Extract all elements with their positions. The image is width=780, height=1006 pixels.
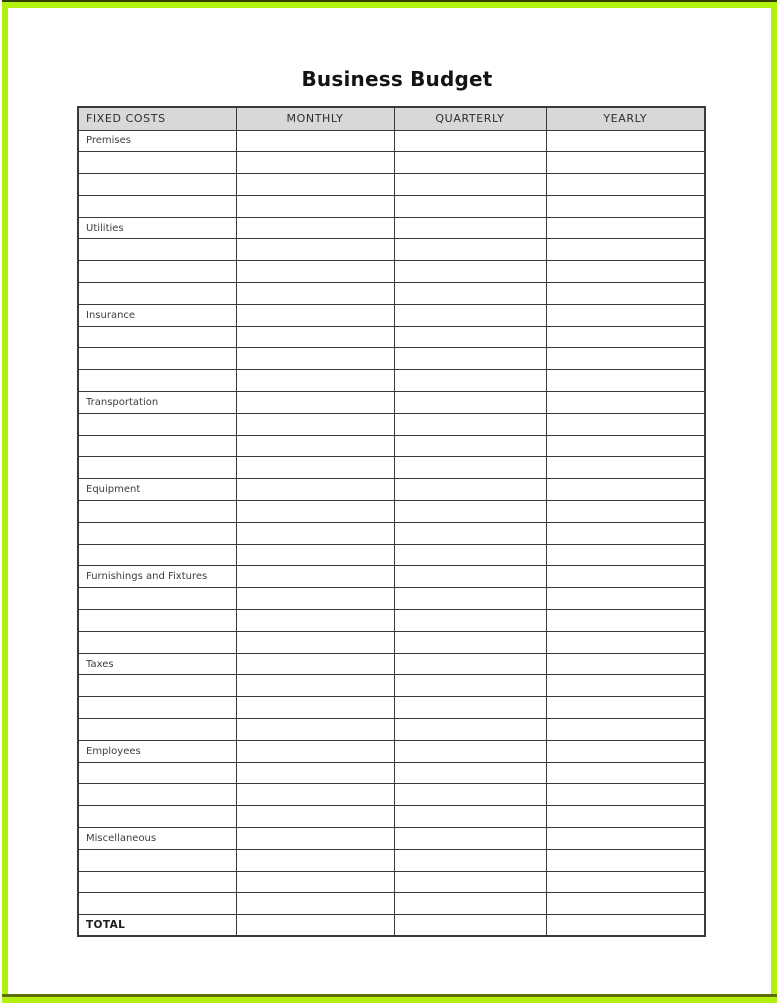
header-cell-quarterly: QUARTERLY xyxy=(394,107,546,130)
value-cell xyxy=(394,501,546,523)
value-cell xyxy=(394,413,546,435)
value-cell xyxy=(236,762,394,784)
value-cell xyxy=(236,610,394,632)
value-cell xyxy=(546,893,705,915)
value-cell xyxy=(394,392,546,414)
value-cell xyxy=(394,697,546,719)
value-cell xyxy=(546,348,705,370)
header-cell-fixed-costs: FIXED COSTS xyxy=(78,107,236,130)
value-cell xyxy=(546,828,705,850)
value-cell xyxy=(236,806,394,828)
empty-row xyxy=(78,283,705,305)
label-column-empty-cell xyxy=(78,435,236,457)
label-column-empty-cell xyxy=(78,544,236,566)
value-cell xyxy=(394,457,546,479)
header-cell-monthly: MONTHLY xyxy=(236,107,394,130)
label-column-empty-cell xyxy=(78,326,236,348)
label-column-empty-cell xyxy=(78,457,236,479)
value-cell xyxy=(394,566,546,588)
value-cell xyxy=(546,261,705,283)
empty-row xyxy=(78,588,705,610)
value-cell xyxy=(546,283,705,305)
label-column-empty-cell xyxy=(78,152,236,174)
category-row xyxy=(78,304,705,326)
value-cell xyxy=(236,174,394,196)
empty-row xyxy=(78,610,705,632)
value-cell xyxy=(546,457,705,479)
label-column-empty-cell xyxy=(78,348,236,370)
value-cell xyxy=(546,653,705,675)
empty-row xyxy=(78,195,705,217)
value-cell xyxy=(236,130,394,152)
label-column-empty-cell xyxy=(78,370,236,392)
value-cell xyxy=(394,239,546,261)
value-cell xyxy=(394,283,546,305)
label-column-empty-cell xyxy=(78,871,236,893)
empty-row xyxy=(78,849,705,871)
empty-row xyxy=(78,697,705,719)
value-cell xyxy=(394,348,546,370)
label-column-empty-cell xyxy=(78,588,236,610)
value-cell xyxy=(546,304,705,326)
value-cell xyxy=(546,566,705,588)
value-cell xyxy=(236,261,394,283)
value-cell xyxy=(546,675,705,697)
category-row xyxy=(78,828,705,850)
label-column-empty-cell xyxy=(78,762,236,784)
value-cell xyxy=(546,588,705,610)
value-cell xyxy=(394,588,546,610)
value-cell xyxy=(546,719,705,741)
value-cell xyxy=(546,740,705,762)
value-cell xyxy=(236,348,394,370)
value-cell xyxy=(394,610,546,632)
value-cell xyxy=(394,806,546,828)
value-cell xyxy=(394,174,546,196)
value-cell xyxy=(236,522,394,544)
value-cell xyxy=(394,304,546,326)
empty-row xyxy=(78,239,705,261)
label-column-empty-cell xyxy=(78,522,236,544)
value-cell xyxy=(546,806,705,828)
value-cell xyxy=(546,392,705,414)
value-cell xyxy=(236,653,394,675)
category-row xyxy=(78,566,705,588)
value-cell xyxy=(394,740,546,762)
value-cell xyxy=(546,784,705,806)
value-cell xyxy=(236,871,394,893)
value-cell xyxy=(546,174,705,196)
value-cell xyxy=(394,261,546,283)
category-label-cell: Insurance xyxy=(78,304,236,326)
label-column-empty-cell xyxy=(78,174,236,196)
category-label-cell: Employees xyxy=(78,740,236,762)
value-cell xyxy=(546,871,705,893)
label-column-empty-cell xyxy=(78,261,236,283)
empty-row xyxy=(78,675,705,697)
empty-row xyxy=(78,871,705,893)
label-column-empty-cell xyxy=(78,784,236,806)
value-cell xyxy=(236,501,394,523)
category-label-cell: Furnishings and Fixtures xyxy=(78,566,236,588)
value-cell xyxy=(546,849,705,871)
budget-table xyxy=(77,106,706,937)
value-cell xyxy=(236,457,394,479)
value-cell xyxy=(546,195,705,217)
value-cell xyxy=(394,653,546,675)
value-cell xyxy=(394,871,546,893)
value-cell xyxy=(546,762,705,784)
category-label-cell: Premises xyxy=(78,130,236,152)
value-cell xyxy=(546,435,705,457)
empty-row xyxy=(78,326,705,348)
value-cell xyxy=(394,784,546,806)
empty-row xyxy=(78,501,705,523)
value-cell xyxy=(236,544,394,566)
empty-row xyxy=(78,784,705,806)
category-label-cell: Utilities xyxy=(78,217,236,239)
value-cell xyxy=(394,849,546,871)
value-cell xyxy=(546,239,705,261)
label-column-empty-cell xyxy=(78,719,236,741)
value-cell xyxy=(236,435,394,457)
value-cell xyxy=(236,719,394,741)
value-cell xyxy=(394,217,546,239)
value-cell xyxy=(394,326,546,348)
value-cell xyxy=(236,304,394,326)
value-cell xyxy=(546,479,705,501)
value-cell xyxy=(546,697,705,719)
category-row xyxy=(78,217,705,239)
label-column-empty-cell xyxy=(78,697,236,719)
empty-row xyxy=(78,413,705,435)
value-cell xyxy=(236,915,394,937)
value-cell xyxy=(236,152,394,174)
value-cell xyxy=(236,631,394,653)
category-row xyxy=(78,130,705,152)
budget-table-body xyxy=(78,130,705,936)
empty-row xyxy=(78,762,705,784)
value-cell xyxy=(394,762,546,784)
value-cell xyxy=(236,697,394,719)
label-column-empty-cell xyxy=(78,283,236,305)
category-row xyxy=(78,740,705,762)
value-cell xyxy=(236,195,394,217)
value-cell xyxy=(394,195,546,217)
value-cell xyxy=(236,283,394,305)
value-cell xyxy=(546,130,705,152)
value-cell xyxy=(394,435,546,457)
value-cell xyxy=(236,239,394,261)
value-cell xyxy=(236,326,394,348)
value-cell xyxy=(236,849,394,871)
label-column-empty-cell xyxy=(78,806,236,828)
value-cell xyxy=(236,392,394,414)
value-cell xyxy=(546,610,705,632)
value-cell xyxy=(546,522,705,544)
value-cell xyxy=(394,675,546,697)
value-cell xyxy=(236,479,394,501)
label-column-empty-cell xyxy=(78,849,236,871)
empty-row xyxy=(78,370,705,392)
value-cell xyxy=(394,152,546,174)
value-cell xyxy=(546,326,705,348)
value-cell xyxy=(546,501,705,523)
value-cell xyxy=(394,370,546,392)
value-cell xyxy=(236,675,394,697)
value-cell xyxy=(546,915,705,937)
empty-row xyxy=(78,544,705,566)
category-row xyxy=(78,479,705,501)
category-row xyxy=(78,392,705,414)
value-cell xyxy=(394,893,546,915)
value-cell xyxy=(394,719,546,741)
total-row xyxy=(78,915,705,937)
category-row xyxy=(78,653,705,675)
value-cell xyxy=(546,631,705,653)
value-cell xyxy=(546,413,705,435)
value-cell xyxy=(236,370,394,392)
empty-row xyxy=(78,631,705,653)
empty-row xyxy=(78,806,705,828)
value-cell xyxy=(394,828,546,850)
value-cell xyxy=(546,217,705,239)
value-cell xyxy=(236,413,394,435)
label-column-empty-cell xyxy=(78,610,236,632)
value-cell xyxy=(236,828,394,850)
value-cell xyxy=(236,217,394,239)
value-cell xyxy=(394,479,546,501)
header-row xyxy=(78,107,705,130)
value-cell xyxy=(394,522,546,544)
page-title: Business Budget xyxy=(301,67,493,91)
value-cell xyxy=(236,566,394,588)
value-cell xyxy=(394,544,546,566)
value-cell xyxy=(236,784,394,806)
value-cell xyxy=(236,588,394,610)
label-column-empty-cell xyxy=(78,893,236,915)
value-cell xyxy=(394,631,546,653)
value-cell xyxy=(546,544,705,566)
empty-row xyxy=(78,261,705,283)
value-cell xyxy=(236,893,394,915)
category-label-cell: Taxes xyxy=(78,653,236,675)
value-cell xyxy=(546,370,705,392)
category-label-cell: Transportation xyxy=(78,392,236,414)
empty-row xyxy=(78,152,705,174)
label-column-empty-cell xyxy=(78,239,236,261)
value-cell xyxy=(394,915,546,937)
category-label-cell: TOTAL xyxy=(78,915,236,937)
label-column-empty-cell xyxy=(78,675,236,697)
value-cell xyxy=(394,130,546,152)
header-cell-yearly: YEARLY xyxy=(546,107,705,130)
empty-row xyxy=(78,457,705,479)
value-cell xyxy=(236,740,394,762)
empty-row xyxy=(78,348,705,370)
empty-row xyxy=(78,893,705,915)
label-column-empty-cell xyxy=(78,413,236,435)
label-column-empty-cell xyxy=(78,501,236,523)
category-label-cell: Equipment xyxy=(78,479,236,501)
label-column-empty-cell xyxy=(78,631,236,653)
empty-row xyxy=(78,174,705,196)
category-label-cell: Miscellaneous xyxy=(78,828,236,850)
value-cell xyxy=(546,152,705,174)
empty-row xyxy=(78,719,705,741)
empty-row xyxy=(78,435,705,457)
label-column-empty-cell xyxy=(78,195,236,217)
empty-row xyxy=(78,522,705,544)
